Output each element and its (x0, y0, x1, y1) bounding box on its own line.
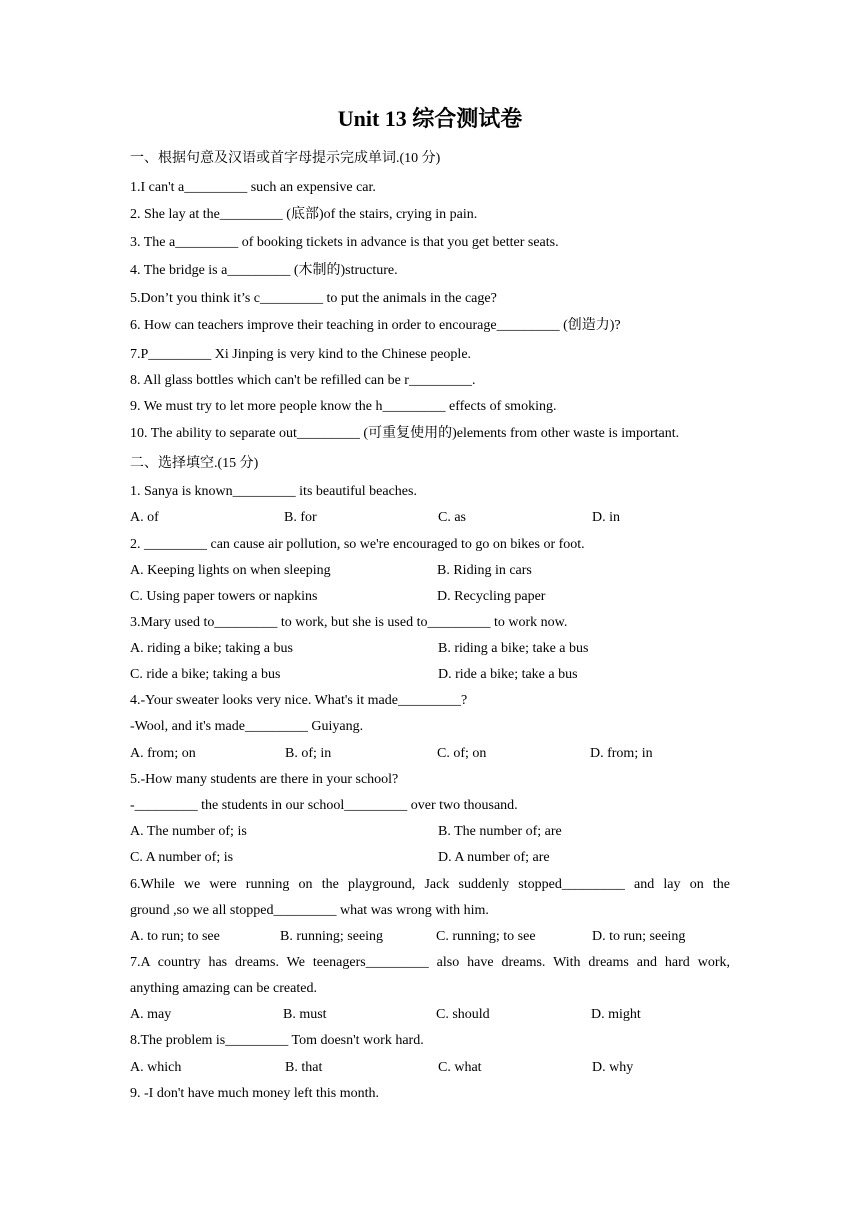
question-s2-2: 2. _________ can cause air pollution, so we're encouraged to go on bikes or foot. (130, 537, 585, 552)
option-c: C. ride a bike; taking a bus (130, 667, 281, 682)
section-heading-1: 一、根据句意及汉语或首字母提示完成单词.(10 分) (130, 151, 441, 166)
option-d: D. might (591, 1007, 641, 1022)
question-s2-8: 8.The problem is_________ Tom doesn't work hard. (130, 1033, 424, 1048)
question-s2-1: 1. Sanya is known_________ its beautiful beaches. (130, 484, 417, 499)
option-d: D. to run; seeing (592, 929, 686, 944)
question-s2-5-reply: -_________ the students in our school_________ over two thousand. (130, 798, 518, 813)
option-b: B. that (285, 1060, 323, 1075)
question-s2-9: 9. -I don't have much money left this month. (130, 1086, 380, 1101)
option-c: C. what (438, 1060, 482, 1075)
question-s2-7: 7.A country has dreams. We teenagers_________ also have dreams. With dreams and hard work, (130, 955, 730, 970)
option-b: B. of; in (285, 746, 332, 761)
section-heading-2: 二、选择填空.(15 分) (130, 456, 259, 471)
question-s1-4: 4. The bridge is a_________ (木制的)structure. (130, 263, 398, 278)
question-s1-6: 6. How can teachers improve their teaching in order to encourage_________ (创造力)? (130, 318, 621, 333)
option-d: D. why (592, 1060, 634, 1075)
option-c: C. should (436, 1007, 490, 1022)
question-s1-5: 5.Don’t you think it’s c_________ to put the animals in the cage? (130, 291, 497, 306)
option-a: A. from; on (130, 746, 196, 761)
question-s1-7: 7.P_________ Xi Jinping is very kind to the Chinese people. (130, 347, 472, 362)
option-d: D. A number of; are (438, 850, 550, 865)
option-a: A. The number of; is (130, 824, 247, 839)
option-b: B. for (284, 510, 317, 525)
option-d: D. Recycling paper (437, 589, 546, 604)
option-a: A. Keeping lights on when sleeping (130, 563, 331, 578)
option-a: A. of (130, 510, 159, 525)
option-c: C. A number of; is (130, 850, 234, 865)
option-a: A. to run; to see (130, 929, 220, 944)
option-b: B. Riding in cars (437, 563, 532, 578)
question-s2-6: 6.While we were running on the playground, Jack suddenly stopped_________ and lay on the (130, 877, 730, 892)
question-s1-2: 2. She lay at the_________ (底部)of the stairs, crying in pain. (130, 207, 478, 222)
question-s1-8: 8. All glass bottles which can't be refilled can be r_________. (130, 373, 476, 388)
option-c: C. Using paper towers or napkins (130, 589, 318, 604)
question-s2-5: 5.-How many students are there in your school? (130, 772, 399, 787)
option-c: C. running; to see (436, 929, 536, 944)
question-s2-4: 4.-Your sweater looks very nice. What's it made_________? (130, 693, 468, 708)
question-s2-6-cont: ground ,so we all stopped_________ what was wrong with him. (130, 903, 489, 918)
option-d: D. from; in (590, 746, 653, 761)
option-a: A. may (130, 1007, 172, 1022)
option-b: B. riding a bike; take a bus (438, 641, 589, 656)
question-s2-7-cont: anything amazing can be created. (130, 981, 317, 996)
question-s2-3: 3.Mary used to_________ to work, but she is used to_________ to work now. (130, 615, 568, 630)
question-s1-10: 10. The ability to separate out_________ (可重复使用的)elements from other waste is important. (130, 426, 680, 441)
option-b: B. running; seeing (280, 929, 384, 944)
option-a: A. riding a bike; taking a bus (130, 641, 293, 656)
question-s1-3: 3. The a_________ of booking tickets in advance is that you get better seats. (130, 235, 559, 250)
option-b: B. The number of; are (438, 824, 562, 839)
option-c: C. as (438, 510, 466, 525)
option-d: D. ride a bike; take a bus (438, 667, 578, 682)
question-s1-9: 9. We must try to let more people know the h_________ effects of smoking. (130, 399, 557, 414)
page-title: Unit 13 综合测试卷 (337, 106, 523, 131)
option-c: C. of; on (437, 746, 487, 761)
option-b: B. must (283, 1007, 327, 1022)
question-s2-4-reply: -Wool, and it's made_________ Guiyang. (130, 719, 364, 734)
question-s1-1: 1.I can't a_________ such an expensive car. (130, 180, 376, 195)
option-a: A. which (130, 1060, 182, 1075)
option-d: D. in (592, 510, 620, 525)
